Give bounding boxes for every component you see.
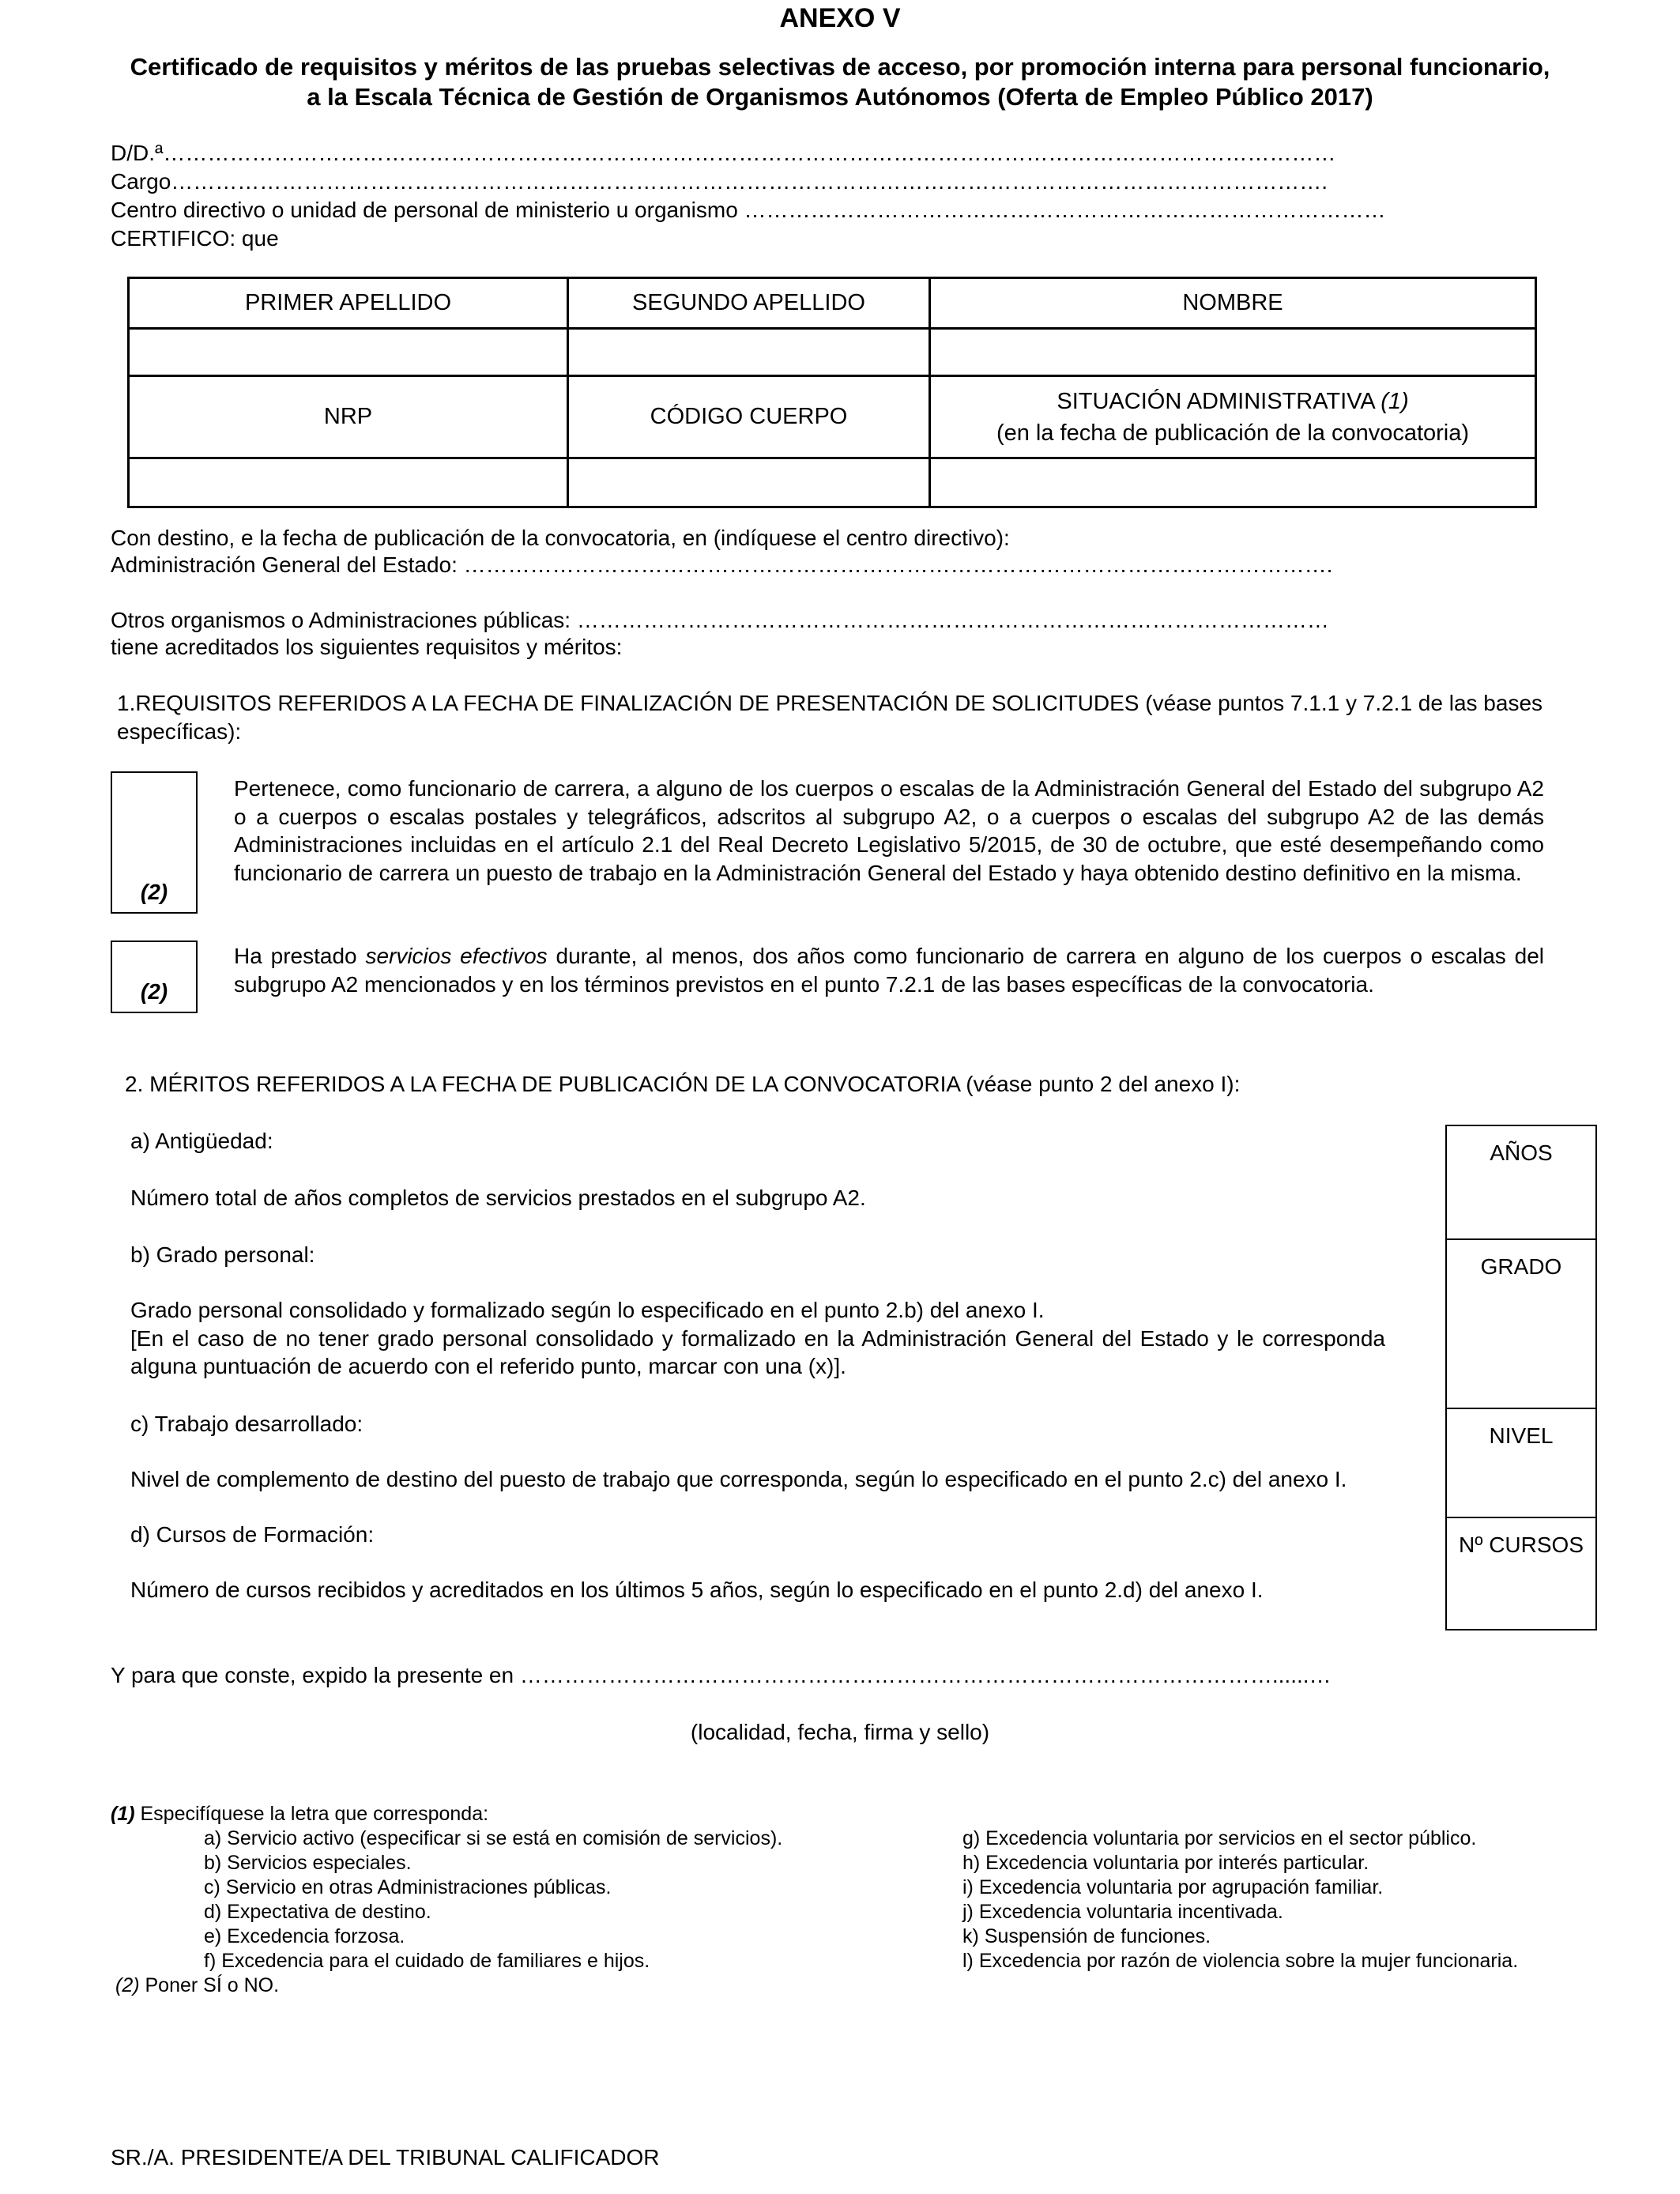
- req2-text-emphasis: servicios efectivos: [365, 944, 548, 968]
- grado-label: GRADO: [1480, 1254, 1562, 1279]
- input-primer-apellido[interactable]: [129, 329, 568, 376]
- anos-label: AÑOS: [1490, 1140, 1553, 1165]
- input-codigo-cuerpo[interactable]: [568, 458, 930, 507]
- field-age[interactable]: Administración General del Estado: ……………………………………………………………………………………………………….: [111, 552, 1333, 577]
- situacion-option: l) Excedencia por razón de violencia sobre la mujer funcionaria.: [962, 1950, 1519, 1972]
- header-segundo-apellido: SEGUNDO APELLIDO: [568, 278, 930, 329]
- req2-mark: (2): [140, 979, 168, 1004]
- signature-caption: (localidad, fecha, firma y sello): [690, 1720, 990, 1744]
- header-situacion-administrativa: [930, 376, 1536, 458]
- field-cargo[interactable]: Cargo………………………………………………………………………………………………………………………………………….: [111, 169, 1328, 194]
- situacion-option: k) Suspensión de funciones.: [962, 1925, 1211, 1947]
- merit-c-title: c) Trabajo desarrollado:: [130, 1412, 363, 1436]
- note-2-ref: (2): [115, 1974, 140, 1996]
- req2-text-post: durante, al menos, dos años como funcionario de carrera en alguno de los cuerpos o escalas del subgrupo A2 mencionados y en los términos previstos en el punto 7.2.1 de las bases específicas de la convocatoria.: [234, 944, 1545, 997]
- certifico-label: CERTIFICO: que: [111, 226, 279, 251]
- situacion-option: g) Excedencia voluntaria por servicios en el sector público.: [962, 1827, 1477, 1849]
- situacion-label: SITUACIÓN ADMINISTRATIVA: [1057, 388, 1375, 414]
- nivel-label: NIVEL: [1489, 1423, 1554, 1448]
- input-situacion-administrativa[interactable]: [930, 458, 1536, 507]
- situacion-option: d) Expectativa de destino.: [204, 1901, 431, 1923]
- req2-text-pre: Ha prestado: [234, 944, 366, 968]
- destino-intro: Con destino, e la fecha de publicación de la convocatoria, en (indíquese el centro directivo):: [111, 526, 1010, 550]
- situacion-option: b) Servicios especiales.: [204, 1852, 412, 1874]
- header-codigo-cuerpo: CÓDIGO CUERPO: [568, 376, 930, 458]
- req2-checkbox[interactable]: [111, 941, 198, 1013]
- page-title: ANEXO V: [779, 3, 901, 33]
- req1-mark: (2): [140, 880, 168, 904]
- merit-a-text: Número total de años completos de servicios prestados en el subgrupo A2.: [130, 1186, 866, 1210]
- footer-addressee: SR./A. PRESIDENTE/A DEL TRIBUNAL CALIFICADOR: [111, 2145, 660, 2169]
- header-nombre: NOMBRE: [930, 278, 1536, 329]
- merit-c-text: Nivel de complemento de destino del puesto de trabajo que corresponda, según lo especificado en el punto 2.c) del anexo I.: [130, 1467, 1347, 1491]
- req1-checkbox[interactable]: [111, 771, 198, 914]
- note-1: [111, 1802, 901, 1826]
- note-1-right-list: [962, 1826, 1674, 1973]
- field-centro-directivo[interactable]: Centro directivo o unidad de personal de ministerio u organismo ……………………………………………………………………………: [111, 198, 1386, 222]
- expedition-field[interactable]: Y para que conste, expido la presente en …………………………………………………………………………………………......…: [111, 1663, 1332, 1687]
- field-dda[interactable]: D/D.ª……………………………………………………………………………………………………………………………………………: [111, 141, 1336, 165]
- situacion-option: a) Servicio activo (especificar si se está en comisión de servicios).: [204, 1827, 783, 1849]
- merit-d-title: d) Cursos de Formación:: [130, 1522, 375, 1547]
- requisitos-intro: tiene acreditados los siguientes requisitos y méritos:: [111, 635, 623, 659]
- req1-text: Pertenece, como funcionario de carrera, a alguno de los cuerpos o escalas de la Administración General del Estado del subgrupo A2 o a cuerpos o escalas postales y telegráficos, adscritos al subgrupo A2, o a cuerpos o escalas del subgrupo A2 de las demás Administraciones incluidas en el artículo 2.1 del Real Decreto Legislativo 5/2015, de 30 de octubre, que esté desempeñando como funcionario de carrera un puesto de trabajo en la Administración General del Estado y haya obtenido destino definitivo en la misma.: [234, 776, 1544, 885]
- merit-b-title: b) Grado personal:: [130, 1242, 315, 1267]
- situacion-option: e) Excedencia forzosa.: [204, 1925, 405, 1947]
- merit-d-text: Número de cursos recibidos y acreditados en los últimos 5 años, según lo especificado en el punto 2.d) del anexo I.: [130, 1578, 1264, 1602]
- identity-table: [127, 277, 1537, 508]
- section1-heading: 1.REQUISITOS REFERIDOS A LA FECHA DE FINALIZACIÓN DE PRESENTACIÓN DE SOLICITUDES (véase puntos 7.1.1 y 7.2.1 de las bases específicas):: [117, 691, 1543, 744]
- situacion-option: h) Excedencia voluntaria por interés particular.: [962, 1852, 1369, 1874]
- header-primer-apellido: PRIMER APELLIDO: [129, 278, 568, 329]
- req2-text: [234, 942, 1544, 999]
- merit-a-title: a) Antigüedad:: [130, 1129, 273, 1153]
- merit-b-text1: Grado personal consolidado y formalizado según lo especificado en el punto 2.b) del anexo I.: [130, 1298, 1045, 1322]
- cursos-label: Nº CURSOS: [1458, 1532, 1584, 1557]
- section2-heading: 2. MÉRITOS REFERIDOS A LA FECHA DE PUBLICACIÓN DE LA CONVOCATORIA (véase punto 2 del anexo I):: [125, 1072, 1241, 1096]
- situacion-option: c) Servicio en otras Administraciones públicas.: [204, 1876, 612, 1898]
- document-subtitle: Certificado de requisitos y méritos de las pruebas selectivas de acceso, por promoción interna para personal funcionario, a la Escala Técnica de Gestión de Organismos Autónomos (Oferta de Empleo Público 2017): [130, 53, 1550, 111]
- note-1-left-list: [204, 1826, 962, 1973]
- input-nombre[interactable]: [930, 329, 1536, 376]
- note-2: [115, 1973, 748, 1998]
- input-nrp[interactable]: [129, 458, 568, 507]
- situacion-option: i) Excedencia voluntaria por agrupación familiar.: [962, 1876, 1384, 1898]
- input-segundo-apellido[interactable]: [568, 329, 930, 376]
- nivel-box[interactable]: [1445, 1408, 1597, 1518]
- merit-b-text2: [En el caso de no tener grado personal consolidado y formalizado en la Administración General del Estado y le corresponda alguna puntuación de acuerdo con el referido punto, marcar con una (x)].: [130, 1326, 1385, 1378]
- note-1-ref: (1): [111, 1803, 135, 1825]
- situacion-option: f) Excedencia para el cuidado de familiares e hijos.: [204, 1950, 650, 1972]
- field-otros-organismos[interactable]: Otros organismos o Administraciones públicas: …………………………………………………………………………………………: [111, 608, 1329, 632]
- note-2-text: Poner SÍ o NO.: [139, 1974, 280, 1996]
- anos-box[interactable]: [1445, 1125, 1597, 1240]
- situacion-option: j) Excedencia voluntaria incentivada.: [962, 1901, 1283, 1923]
- destino-block: [111, 525, 1517, 661]
- cursos-box[interactable]: [1445, 1517, 1597, 1630]
- note-1-text: Especifíquese la letra que corresponda:: [134, 1803, 489, 1825]
- situacion-ref: (1): [1381, 388, 1409, 414]
- header-fields: [111, 139, 1517, 253]
- header-nrp: NRP: [129, 376, 568, 458]
- grado-box[interactable]: [1445, 1238, 1597, 1409]
- situacion-sublabel: (en la fecha de publicación de la convocatoria): [996, 420, 1470, 446]
